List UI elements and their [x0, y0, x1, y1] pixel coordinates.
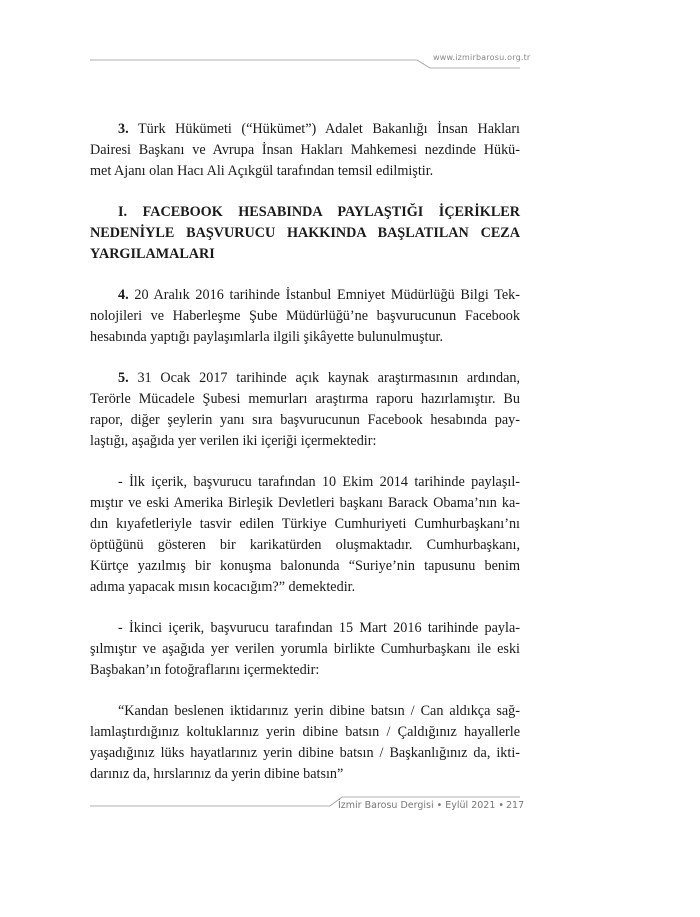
line-text: YARGILAMALARI: [90, 246, 215, 262]
text-line: [90, 722, 520, 743]
text-line: [90, 618, 520, 639]
paragraph: [90, 285, 520, 348]
paragraph: [90, 618, 520, 681]
header-url: www.izmirbarosu.org.tr: [433, 53, 531, 62]
line-text: Türk Hükümeti (“Hükümet”) Adalet Bakanlığı İnsan Hakları: [137, 121, 520, 137]
text-line: [90, 140, 520, 161]
text-line: [90, 306, 520, 327]
line-text: hesabında yaptığı paylaşımlarla ilgili şikâyette bulunulmuştur.: [90, 329, 444, 345]
text-line: [90, 244, 520, 265]
line-text: öptüğünü gösteren bir karikatürden oluşmaktadır. Cumhurbaşkanı,: [90, 537, 520, 553]
line-text: laştığı, aşağıda yer verilen iki içeriği içermektedir:: [90, 433, 377, 449]
text-line: [90, 577, 520, 598]
line-text: yaşadığınız lüks hayatlarınız yerin dibine batsın / Başkanlığınız da, ikti-: [90, 745, 520, 761]
text-line: [90, 764, 520, 785]
text-line: [90, 202, 520, 223]
paragraph: [90, 119, 520, 182]
text-line: [90, 161, 520, 182]
text-line: [90, 389, 520, 410]
line-text: - İlk içerik, başvurucu tarafından 10 Ekim 2014 tarihinde paylaşıl-: [118, 474, 520, 490]
text-line: [90, 535, 520, 556]
paragraph-number: 5.: [118, 370, 129, 386]
text-line: [90, 327, 520, 348]
paragraph: [90, 472, 520, 598]
text-line: [90, 431, 520, 452]
text-line: [90, 514, 520, 535]
line-text: Kürtçe yazılmış bir konuşma balonunda “Suriye’nin tapusunu benim: [90, 558, 520, 574]
paragraph: [90, 701, 520, 785]
line-text: darınız da, hırslarınız da yerin dibine batsın”: [90, 766, 344, 782]
text-line: [90, 660, 520, 681]
text-line: [90, 368, 520, 389]
text-line: [90, 119, 520, 140]
line-text: dın kıyafetleriyle tasvir edilen Türkiye Cumhuriyeti Cumhurbaşkanı’nı: [90, 516, 520, 532]
line-text: Terörle Mücadele Şubesi memurları araştırma raporu hazırlamıştır. Bu: [90, 391, 520, 407]
text-line: [90, 223, 520, 244]
line-text: Başbakan’ın fotoğraflarını içermektedir:: [90, 662, 320, 678]
section-heading: [90, 202, 520, 265]
footer-journal: İzmir Barosu Dergisi • Eylül 2021 •: [338, 800, 504, 811]
line-text: rapor, diğer şeylerin yanı sıra başvurucunun Facebook hesabında pay-: [90, 412, 520, 428]
line-text: adıma yapacak mısın kocacığım?” demektedir.: [90, 579, 356, 595]
line-text: “Kandan beslenen iktidarınız yerin dibine batsın / Can aldıkça sağ-: [118, 703, 520, 719]
line-text: NEDENİYLE BAŞVURUCU HAKKINDA BAŞLATILAN CEZA: [90, 225, 520, 241]
line-text: mıştır ve eski Amerika Birleşik Devletleri başkanı Barack Obama’nın ka-: [90, 495, 520, 511]
paragraph: [90, 368, 520, 452]
paragraph-number: 3.: [118, 121, 129, 137]
text-line: [90, 410, 520, 431]
text-line: [90, 701, 520, 722]
text-line: [90, 743, 520, 764]
text-line: [90, 556, 520, 577]
text-line: [90, 639, 520, 660]
line-text: 20 Aralık 2016 tarihinde İstanbul Emniyet Müdürlüğü Bilgi Tek-: [134, 287, 520, 303]
text-line: [90, 472, 520, 493]
paragraph-number: 4.: [118, 287, 129, 303]
line-text: I. FACEBOOK HESABINDA PAYLAŞTIĞI İÇERİKLER: [118, 204, 520, 220]
text-line: [90, 285, 520, 306]
line-text: şılmıştır ve aşağıda yer verilen yorumla birlikte Cumhurbaşkanı ile eski: [90, 641, 520, 657]
document-body: [90, 119, 520, 805]
line-text: lamlaştırdığınız koltuklarınız yerin dibine batsın / Çaldığınız hayallerle: [90, 724, 520, 740]
line-text: 31 Ocak 2017 tarihinde açık kaynak araştırmasının ardından,: [137, 370, 521, 386]
text-line: [90, 493, 520, 514]
line-text: - İkinci içerik, başvurucu tarafından 15 Mart 2016 tarihinde payla-: [118, 620, 520, 636]
line-text: nolojileri ve Haberleşme Şube Müdürlüğü’ne başvurucunun Facebook: [90, 308, 520, 324]
line-text: Dairesi Başkanı ve Avrupa İnsan Hakları Mahkemesi nezdinde Hükü-: [90, 142, 520, 158]
page-number: 217: [506, 800, 525, 811]
line-text: met Ajanı olan Hacı Ali Açıkgül tarafından temsil edilmiştir.: [90, 163, 434, 179]
